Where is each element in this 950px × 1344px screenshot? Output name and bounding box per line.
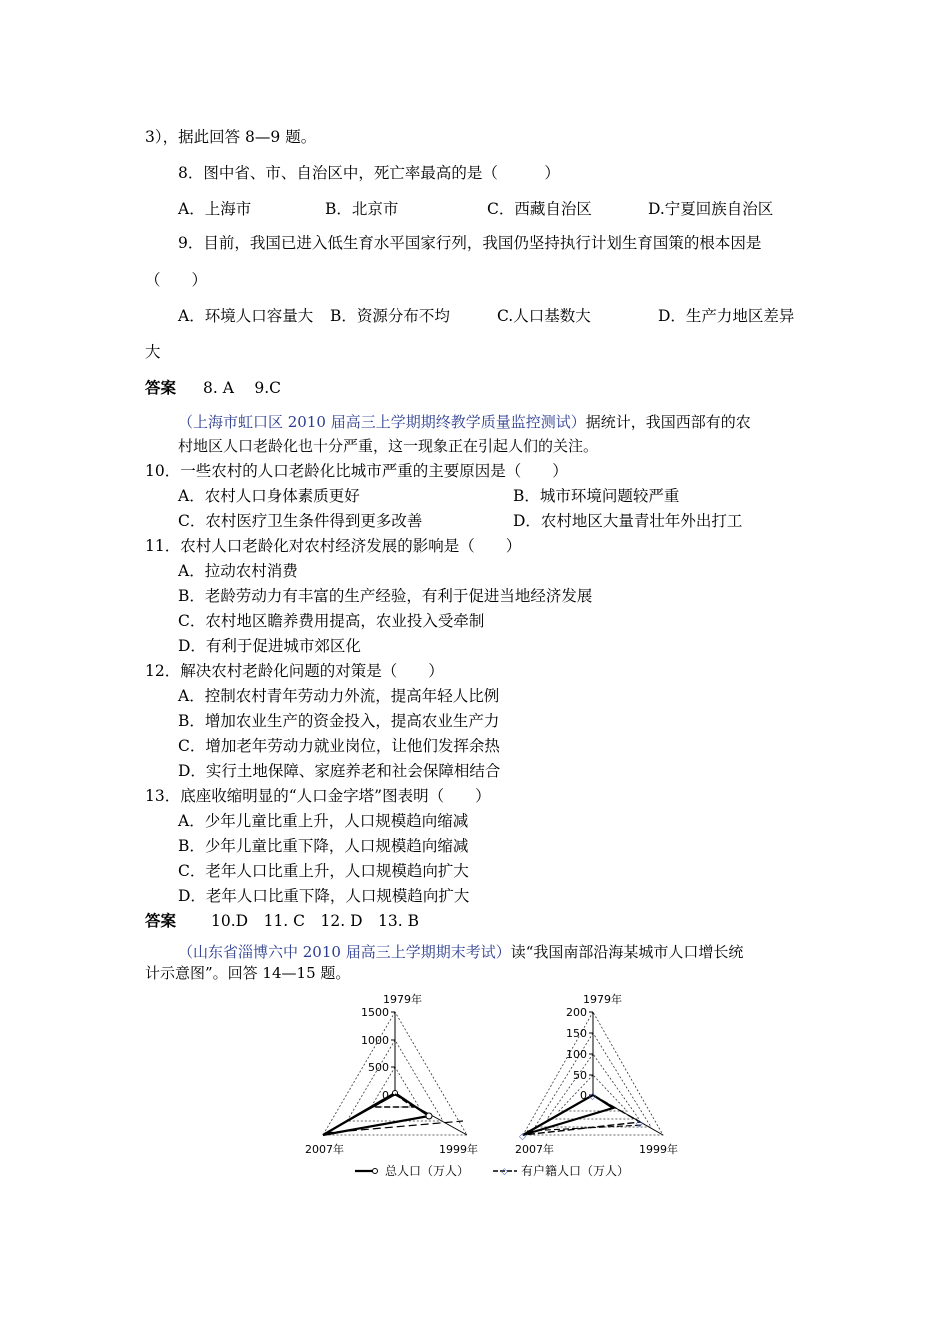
tick-label: 500 [368, 1061, 389, 1074]
label-1979: 1979年 [383, 993, 422, 1006]
source-text-2-cont: 计示意图”。回答 14—15 题。 [145, 964, 351, 982]
answer-label-2: 答案 [145, 911, 177, 930]
q9-stem-cont: （ ） [145, 271, 208, 289]
tick-label: 50 [573, 1069, 587, 1082]
series-marker [426, 1113, 432, 1119]
source-paragraph [178, 412, 751, 432]
q9-option-c: C.人口基数大 [497, 307, 591, 325]
label-2007: 2007年 [305, 1143, 344, 1156]
answer-label: 答案 [145, 378, 177, 397]
q12-option-c: C．增加老年劳动力就业岗位，让他们发挥余热 [178, 737, 500, 755]
legend-label-total: 总人口（万人） [385, 1164, 470, 1178]
q13-option-d: D．老年人口比重下降，人口规模趋向扩大 [178, 887, 470, 905]
q8-stem: 8．图中省、市、自治区中，死亡率最高的是（ ） [178, 164, 560, 182]
label-1999: 1999年 [439, 1143, 478, 1156]
q8-option-a: A．上海市 [178, 200, 252, 218]
q13-option-b: B．少年儿童比重下降，人口规模趋向缩减 [178, 837, 469, 855]
source-citation: （上海市虹口区 2010 届高三上学期期终教学质量监控测试） [178, 413, 586, 431]
source-text: 据统计，我国西部有的农 [585, 413, 751, 431]
source-text-cont: 村地区人口老龄化也十分严重，这一现象正在引起人们的关注。 [178, 437, 599, 455]
q12-option-b: B．增加农业生产的资金投入，提高农业生产力 [178, 712, 500, 730]
series-marker: ◇ [589, 1092, 596, 1102]
series-marker: ◇ [636, 1119, 643, 1129]
q11-option-d: D．有利于促进城市郊区化 [178, 637, 361, 655]
series-marker: ◇ [519, 1132, 526, 1142]
q9-option-a: A．环境人口容量大 [178, 307, 314, 325]
q10-option-c: C．农村医疗卫生条件得到更多改善 [178, 512, 423, 530]
answer-text-2: 10.D 11. C 12. D 13. B [211, 912, 419, 930]
q10-option-a: A．农村人口身体素质更好 [178, 487, 360, 505]
q9-stem: 9．目前，我国已进入低生育水平国家行列，我国仍坚持执行计划生育国策的根本因是 [178, 234, 762, 252]
tick-label: 1000 [361, 1034, 389, 1047]
legend-marker-registered: ◇ [501, 1167, 508, 1177]
left-radar-chart [305, 992, 478, 1156]
q12-stem: 12．解决农村老龄化问题的对策是（ ） [145, 662, 444, 680]
tick-label: 1500 [361, 1006, 389, 1019]
q8-option-b: B．北京市 [325, 200, 399, 218]
tick-label: 0 [382, 1089, 389, 1102]
legend-label-registered: 有户籍人口（万人） [521, 1164, 630, 1178]
q11-stem: 11．农村人口老龄化对农村经济发展的影响是（ ） [145, 537, 522, 555]
right-radar-chart [515, 992, 678, 1156]
q9-option-d-cont: 大 [145, 343, 161, 361]
q10-stem: 10．一些农村的人口老龄化比城市严重的主要原因是（ ） [145, 462, 568, 480]
source-citation-2: （山东省淄博六中 2010 届高三上学期期末考试） [178, 943, 511, 961]
population-radar-figure [295, 985, 695, 1185]
answer-text: 8. A 9.C [203, 379, 281, 397]
q11-option-a: A．拉动农村消费 [178, 562, 298, 580]
tick-label: 200 [566, 1006, 587, 1019]
legend-marker-total [373, 1169, 378, 1174]
tick-label: 0 [580, 1089, 587, 1102]
label-2007: 2007年 [515, 1143, 554, 1156]
q13-option-c: C．老年人口比重上升，人口规模趋向扩大 [178, 862, 469, 880]
q12-option-a: A．控制农村青年劳动力外流，提高年轻人比例 [178, 687, 500, 705]
q8-option-d: D.宁夏回族自治区 [648, 200, 774, 218]
intro-tail: 3），据此回答 8—9 题。 [145, 128, 317, 146]
tick-label: 100 [566, 1048, 587, 1061]
label-1999: 1999年 [639, 1143, 678, 1156]
q9-option-b: B．资源分布不均 [330, 307, 450, 325]
legend [355, 1163, 629, 1178]
source-paragraph-2 [178, 942, 743, 962]
q12-option-d: D．实行土地保障、家庭养老和社会保障相结合 [178, 762, 501, 780]
q11-option-b: B．老龄劳动力有丰富的生产经验，有利于促进当地经济发展 [178, 587, 593, 605]
q13-option-a: A．少年儿童比重上升，人口规模趋向缩减 [178, 812, 469, 830]
tick-label: 150 [566, 1027, 587, 1040]
q9-option-d: D．生产力地区差异 [658, 307, 795, 325]
label-1979: 1979年 [583, 993, 622, 1006]
q10-option-d: D．农村地区大量青壮年外出打工 [513, 512, 743, 530]
q8-option-c: C．西藏自治区 [487, 200, 592, 218]
q11-option-c: C．农村地区瞻养费用提高，农业投入受牵制 [178, 612, 485, 630]
source-text-2: 读“我国南部沿海某城市人口增长统 [510, 943, 744, 961]
q13-stem: 13．底座收缩明显的“人口金字塔”图表明（ ） [145, 787, 491, 805]
q10-option-b: B．城市环境问题较严重 [513, 487, 680, 505]
